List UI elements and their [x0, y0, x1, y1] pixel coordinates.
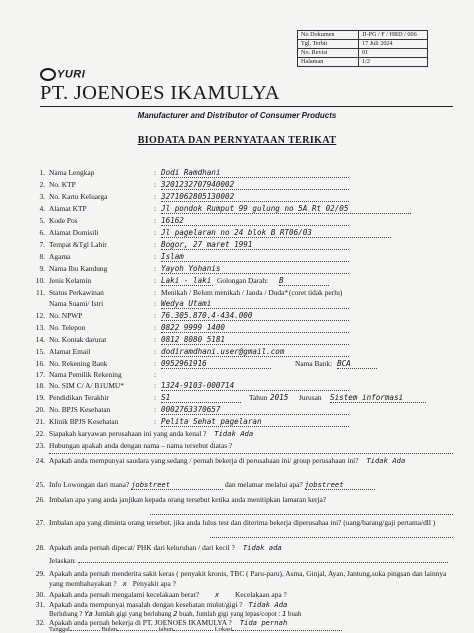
question-24-number: 24. [35, 456, 45, 465]
row-label: Alamat KTP [49, 204, 87, 213]
question-number: 22. [35, 429, 45, 438]
doc-info-value: JI-PG / F / HRD / 006 [359, 31, 428, 40]
doc-info-key: No Dokumen [298, 31, 359, 40]
row-value: 1324-9103-000714 [161, 381, 349, 391]
education-year-value: 2015 [270, 393, 289, 402]
question-24 [49, 456, 453, 466]
bank-account-value: 0952961916 [161, 359, 271, 369]
answer-line [49, 453, 453, 454]
question-text: Apakah anda pernah dipecat/ PHK dari keluruhan / dari kecil ? [49, 543, 235, 552]
question-31-detail [49, 609, 301, 618]
row-number: 4. [39, 204, 45, 213]
row-value: 0002763370657 [161, 405, 349, 415]
question-text: Apakah anda pernah bekerja di PT. JOENOES IKAMULYA ? [49, 618, 232, 627]
education-major-value: Sistem informasi [330, 393, 426, 403]
row-number: 1. [39, 168, 45, 177]
doc-info-row [298, 40, 428, 49]
row-label: Nama Suami/ Istri [49, 299, 104, 308]
row-label: No. Kartu Keluarga [49, 192, 108, 201]
row-value: Yayoh Yohanis [161, 264, 349, 274]
row-value: 76.305.870.4-434.000 [161, 311, 349, 321]
row-number: 12. [35, 311, 45, 320]
question-number: 28. [35, 543, 45, 552]
row-number: 11. [36, 288, 45, 297]
question-number: 30. [35, 590, 45, 599]
row-label: Pendidikan Terakhir [49, 393, 109, 402]
question-answer: jobstreet [131, 480, 223, 490]
answer-line [78, 562, 448, 563]
question-answer: Tida pernah [239, 618, 288, 627]
row-label: Status Perkawinan [49, 288, 104, 297]
question-text: Apakah anda pernah menderita sakit keras ( penyakit kronis, TBC ( Paru-paru), Asma, Ginjal, Ayan, Jantung,suka pingsan dan lainnya yang membahayakan ? [49, 569, 447, 588]
row-number: 16. [35, 359, 45, 368]
row-value: Jl pondok Rumput 99 gulung no 5A Rt 02/05 [161, 204, 411, 214]
row-value: Wedya Utami [161, 299, 349, 309]
question-text-2: dan melamar melalui apa? [224, 480, 303, 489]
row-number: 19. [35, 393, 45, 402]
row-label: Nama Lengkap [49, 168, 95, 177]
row-value: dodiramdhani.user@gmail.com [161, 347, 349, 357]
row-label: No. Kontak darurat [49, 335, 107, 344]
company-name: PT. JOENOES IKAMULYA [40, 82, 280, 104]
doc-info-row [298, 49, 428, 58]
row-value: Islam [161, 252, 349, 262]
date-label: Tanggal [49, 626, 70, 633]
question-answer: Tidak Ada [214, 429, 254, 438]
row-value: Bogor, 27 maret 1991 [161, 240, 349, 250]
row-label: No. BPJS Kesehatan [49, 405, 111, 414]
question-answer: Tidak Ada [366, 456, 406, 465]
row-label: No. NPWP [49, 311, 83, 320]
row-label: No. SIM C/ A/ B1UMU* [49, 381, 124, 390]
cavity-label: Berlubang ? [49, 611, 83, 618]
question-28 [27, 543, 282, 552]
question-answer: Tidak Ada [248, 600, 288, 609]
question-text-2: Penyakit apa ? [132, 579, 176, 588]
row-number: 6. [39, 228, 45, 237]
logo-mark-icon [40, 68, 56, 81]
question-26-number: 26. [35, 495, 45, 504]
row-number: 5. [39, 216, 45, 225]
row-number: 9. [39, 264, 45, 273]
doc-info-key: Halaman [298, 58, 359, 67]
row-number: 2. [39, 180, 45, 189]
bank-name-value: BCA [337, 359, 377, 369]
row-number: 17. [35, 370, 45, 379]
form-page: No Dokumen JI-PG / F / HRD / 006 Tgl. Terbit 17 Juli 2024 No. Revisi 01 Halaman 1/2 YURI PT. JOENOES IKAMULYA Manufacturer and Distributor of Consumer Products BIODATA DAN PERNYATAAN TERIKAT 1. Nama Lengkap : Dodi Ramdhani 2. No. KTP : 3201232707940002 3. No. Kartu Keluarga : 3271062805130002 4. Alamat KTP : Jl pondok Rumput 99 gulung no 5A Rt 02/05 5. Kode Pos : 16162 6. Alamat Domisili : Jl pagelaran no 24 blok B RT06/03 7. Tempat &Tgl Lahir : Bogor, 27 maret 1991 8. Agama : Islam 9. Nama Ibu Kandung : Yayoh Yohanis 10. Jenis Kelamin : Laki - laki Golongan Darah: B 11. Status Perkawinan : Menikah / Belum menikah / Janda / Duda* (coret tidak perlu) Nama Suami/ Istri : Wedya Utami 12. No. NPWP : 76.305.870.4-434.000 13. No. Telepon : 0822 9999 1400 14. No. Kontak darurat : 0812 8080 5181 15. Alamat Email : dodiramdhani.user@gmail.com 16. No. Rekening Bank : 0952961916 Nama Bank: BCA 17. Nama Pemilik Rekening : 18. No. SIM C/ A/ B1UMU* : 1324-9103-000714 19. Pendidikan Terakhir : S1 Tahun 2015 Jurusan Sistem informasi 20. No. BPJS Kesehatan : 0002763370657 21. Klinik BPJS Kesehatan : Pelita Sehat pagelaran 22. Siapakah karyawan perusahaan ini yang anda kenal ? Tidak Ada 23. Hubungan apakah anda dengan nama – nama tersebut diatas ? 24. Apakah anda mempunyai saudara yang sedang / pernah bekerja di perusahaan ini/ group perusahaan ini? Tidak Ada 25. Info Lowongan dari mana? jobstreet dan melamar melalui apa? jobstreet 26. Imbalan apa yang anda janjikan kepada orang tersebut ketika anda menitipkan lamaran kerja? 27. Imbalan apa yang diminta orang tersebut, jika anda lulus test dan diterima bekerja diperusahaa ini? (uang/barang/gaji pertama/dll ) 28. Apakah anda pernah dipecat/ PHK dari keluruhan / dari kecil ? Tidak ada Jelaskan: 29. Apakah anda pernah menderita sakit keras ( penyakit kronis, TBC ( Paru-paru), Asma, Ginjal, Ayan, Jantung,suka pingsan dan lainnya yang membahayakan ? x Penyakit apa ? 30. Apakah anda pernah mengalami kecelakaan berat? x Kecelakaan apa ? 31. Apakah anda mempunyai masalah dengan kesehatan mulut/gigi ? Tidak Ada Berlubang ? Ya Jumlah gigi yang berlubang 2 buah, Jumlah gigi yang lepas/copot : 1 buah 32. Apakah anda pernah bekerja di PT. JOENOES IKAMULYA ? Tida pernah Tanggal Bulan tahun Lokasi [0, 0, 474, 632]
question-29 [49, 569, 453, 589]
row-value: Jl pagelaran no 24 blok B RT06/03 [161, 228, 391, 238]
question-number: 23. [35, 441, 45, 450]
education-year-label: Tahun [249, 393, 268, 402]
question-number: 31. [35, 600, 45, 609]
doc-info-key: Tgl. Terbit [298, 40, 359, 49]
form-title: BIODATA DAN PERNYATAAN TERIKAT [137, 135, 337, 146]
question-text: Imbalan apa yang anda janjikan kepada orang tersebut ketika anda menitipkan lamaran kerja? [49, 495, 327, 504]
cavity-count-label: Jumlah gigi yang berlubang [94, 611, 172, 618]
document-info-table [297, 30, 428, 67]
marital-options: Menikah / Belum menikah / Janda / Duda* [161, 288, 289, 297]
row-value: 3271062805130002 [161, 192, 349, 202]
question-27 [49, 518, 453, 528]
gender-value: Laki - laki [161, 276, 212, 285]
question-30 [27, 590, 287, 599]
month-label: Bulan [101, 626, 117, 633]
row-number: 8. [39, 252, 45, 261]
row-value: 3201232707940002 [161, 180, 349, 190]
blood-type-label: Golongan Darah: [217, 276, 269, 285]
doc-info-value: 17 Juli 2024 [359, 40, 428, 49]
question-text: Hubungan apakah anda dengan nama – nama tersebut diatas ? [49, 441, 233, 450]
question-number: 25. [35, 480, 45, 489]
row-label: Klinik BPJS Kesehatan [49, 417, 119, 426]
education-level-value: S1 [161, 393, 241, 403]
row-label: Alamat Domisili [49, 228, 99, 237]
question-answer: Tidak ada [242, 543, 282, 552]
row-label: Tempat &Tgl Lahir [49, 240, 107, 249]
question-28-explain [49, 556, 448, 565]
question-22 [27, 429, 253, 438]
location-label: Lokasi [214, 626, 233, 633]
answer-line [210, 537, 453, 538]
row-value: Pelita Sehat pagelaran [161, 417, 349, 427]
row-label: No. KTP [49, 180, 76, 189]
unit-label: buah [288, 611, 302, 618]
row-number: 18. [35, 381, 45, 390]
row-number: 7. [39, 240, 45, 249]
row-label: Alamat Email [49, 347, 91, 356]
row-value: 0822 9999 1400 [161, 323, 349, 333]
education-major-label: Jurusan [299, 393, 322, 402]
logo-text: YURI [57, 68, 86, 81]
bank-name-label: Nama Bank: [295, 359, 333, 368]
form-row-gender: 10. Jenis Kelamin : Laki - laki Golongan Darah: B [27, 276, 457, 286]
question-answer-2: jobstreet [305, 480, 375, 490]
row-number: 10. [35, 276, 45, 285]
form-row-bank: 16. No. Rekening Bank : 0952961916 Nama Bank: BCA [27, 359, 457, 369]
blood-type-value: B [279, 276, 329, 286]
question-25 [27, 480, 375, 490]
question-answer: x [122, 579, 127, 588]
question-number: 32. [35, 618, 45, 627]
row-label: Nama Pemilik Rekening [49, 370, 122, 379]
header-divider [40, 106, 453, 107]
row-number: 20. [35, 405, 45, 414]
question-text: Imbalan apa yang diminta orang tersebut, jika anda lulus test dan diterima bekerja diperusahaa ini? (uang/barang/gaji pertama/dll ) [49, 518, 436, 527]
marital-note: (coret tidak perlu) [289, 288, 343, 297]
question-text: Siapakah karyawan perusahaan ini yang anda kenal ? [49, 429, 207, 438]
row-value: 16162 [161, 216, 349, 226]
company-tagline: Manufacturer and Distributor of Consumer Products [137, 111, 337, 120]
question-answer: x [214, 590, 220, 599]
doc-info-value: 1/2 [359, 58, 428, 67]
doc-info-row [298, 31, 428, 40]
row-label: Agama [49, 252, 71, 261]
question-text: Info Lowongan dari mana? [49, 480, 130, 489]
row-number: 14. [35, 335, 45, 344]
explain-label: Jelaskan: [49, 556, 77, 565]
company-logo [40, 68, 85, 81]
row-label: No. Rekening Bank [49, 359, 108, 368]
row-label: No. Telepon [49, 323, 86, 332]
doc-info-key: No. Revisi [298, 49, 359, 58]
year-label: tahun [158, 626, 174, 633]
question-27-number: 27. [35, 518, 45, 527]
row-label: Kode Pos [49, 216, 78, 225]
question-29-number: 29. [35, 569, 45, 578]
form-row-marital: 11. Status Perkawinan : Menikah / Belum menikah / Janda / Duda* (coret tidak perlu) [27, 288, 457, 298]
row-value: 0812 8080 5181 [161, 335, 349, 345]
question-26 [49, 495, 453, 505]
question-text: Apakah anda pernah mengalami kecelakaan berat? [49, 590, 199, 599]
question-23 [27, 441, 232, 450]
row-number: 15. [35, 347, 45, 356]
question-31 [27, 600, 287, 609]
cavity-answer: Ya [84, 609, 93, 618]
cavity-count-value: 2 [173, 609, 178, 618]
doc-info-value: 01 [359, 49, 428, 58]
doc-info-row [298, 58, 428, 67]
form-row-education: 19. Pendidikan Terakhir : S1 Tahun 2015 Jurusan Sistem informasi [27, 393, 457, 403]
row-number: 13. [35, 323, 45, 332]
question-text-2: Kecelakaan apa ? [235, 590, 287, 599]
row-number: 21. [35, 417, 45, 426]
row-label: Jenis Kelamin [49, 276, 92, 285]
question-text: Apakah anda mempunyai saudara yang sedang / pernah bekerja di perusahaan ini/ group perusahaan ini? [49, 456, 359, 465]
question-text: Apakah anda mempunyai masalah dengan kesehatan mulut/gigi ? [49, 600, 243, 609]
row-label: Nama Ibu Kandung [49, 264, 108, 273]
row-value: Dodi Ramdhani [161, 168, 349, 178]
missing-teeth-value: 1 [281, 609, 287, 618]
answer-line [150, 514, 453, 515]
row-number: 3. [39, 192, 45, 201]
missing-teeth-label: buah, Jumlah gigi yang lepas/copot : [179, 611, 281, 618]
